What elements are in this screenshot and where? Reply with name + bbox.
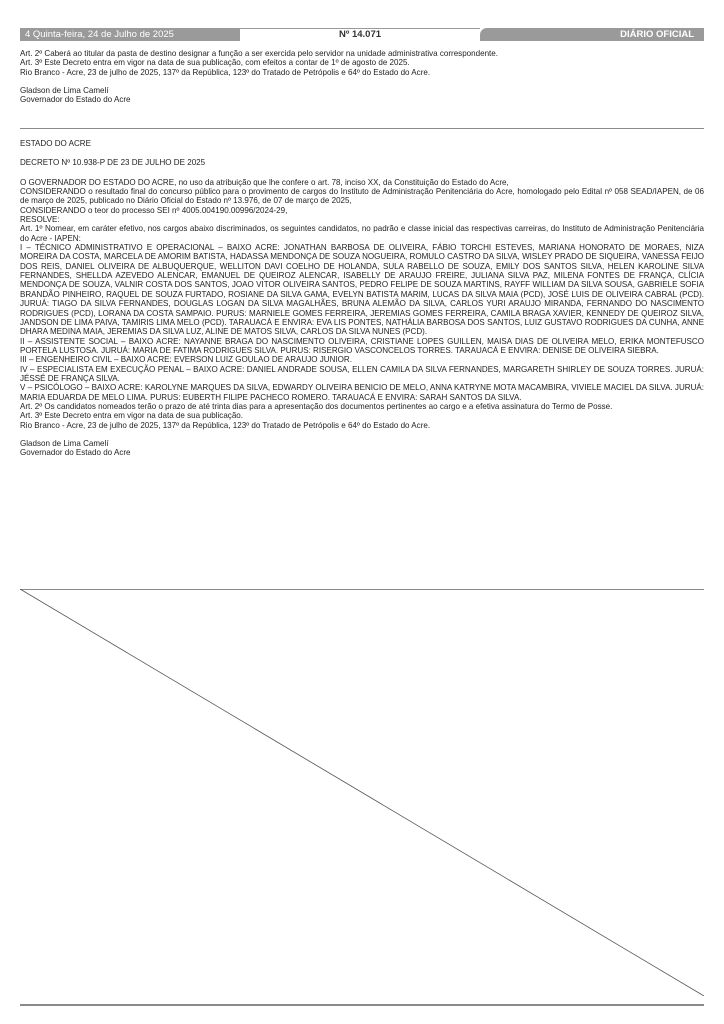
previous-decree-end xyxy=(20,49,704,105)
item-2-assistente-social: II – ASSISTENTE SOCIAL – BAIXO ACRE: NAYANNE BRAGA DO NASCIMENTO OLIVEIRA, CRISTIANE LOPES GUILLEN, MAISA DIAS DE OLIVEIRA MELO, ERIKA MONTEFUSCO PORTELA LUSTOSA. JURUÁ: MARIA DE FATIMA RODRIGUES SILVA. PURUS: RISERGIO VASCONCELOS TORRES. TARAUACÁ E ENVIRA: DENISE DE OLIVEIRA SIEBRA. xyxy=(20,336,704,355)
cancelled-blank-space xyxy=(20,589,704,996)
page-header xyxy=(20,28,704,41)
item-5-psicologo: V – PSICÓLOGO – BAIXO ACRE: KAROLYNE MARQUES DA SILVA, EDWARDY OLIVEIRA BENICIO DE MELO, ANNA KATRYNE MOTA MACAMBIRA, VIVIELE MACIEL DA SILVA. JURUÁ: MARIA EDUARDA DE MELO LIMA. PURUS: EUBERTH FILIPE PACHECO ROMERO. TARAUACÁ E ENVIRA: SARAH SANTOS DA SILVA. xyxy=(20,383,704,402)
decree-article-2: Art. 2º Os candidatos nomeados terão o prazo de até trinta dias para a apresentação dos documentos pertinentes ao cargo e a efetiva assinatura do Termo de Posse. xyxy=(20,401,613,411)
considering-1: CONSIDERANDO o resultado final do concurso público para o provimento de cargos do Instituto de Administração Penitenciária do Acre, homologado pelo Edital nº 058 SEAD/IAPEN, de 06 de março de 2025, publicado no Diário Oficial do Estado nº 13.976, de 07 de março de 2025, xyxy=(20,187,704,206)
decree-preamble: O GOVERNADOR DO ESTADO DO ACRE, no uso da atribuição que lhe confere o art. 78, inciso XX, da Constituição do Estado do Acre, xyxy=(20,177,509,187)
article-1: Art. 1º Nomear, em caráter efetivo, nos cargos abaixo discriminados, os seguintes candidatos, no padrão e classe inicial das respectivas carreiras, do Instituto de Administração Penitenciária do Acre - IAPEN: xyxy=(20,224,704,243)
decree-section xyxy=(20,139,704,458)
item-4-especialista: IV – ESPECIALISTA EM EXECUÇÃO PENAL – BAIXO ACRE: DANIEL ANDRADE SOUSA, ELLEN CAMILA DA SILVA FERNANDES, MARGARETH SHIRLEY DE SOUZA TORRES. JURUÁ: JÉSSÉ DE FRANÇA SILVA. xyxy=(20,364,704,383)
decree-signer-title: Governador do Estado do Acre xyxy=(20,448,131,458)
decree-article-3: Art. 3º Este Decreto entra em vigor na data de sua publicação. xyxy=(20,411,244,421)
item-1-tecnico: I – TÉCNICO ADMINISTRATIVO E OPERACIONAL – BAIXO ACRE: JONATHAN BARBOSA DE OLIVEIRA, FÁBIO TORCHI ESTEVES, MARIANA HONORATO DE MORAES, NIZA MOREIRA DA COSTA, MARCELA DE AMORIM BATISTA, HADASSA MENDONÇA DE SOUZA NOGUEIRA, ROMULO CASTRO DA SILVA, WISLEY PRADO DE SIQUEIRA, VANESSA FEIJO DOS REIS, DANIEL OLIVEIRA DE ALBUQUERQUE, WELLITON DAVI COELHO DE HOLANDA, SULA RABELLO DE SOUZA, EMILY DOS SANTOS SILVA, HELEN KAROLINE SILVA FERNANDES, SHELLDA AZEVEDO ALENCAR, EMANUEL DE QUEIROZ ALENCAR, ISABELLY DE ARAUJO FREIRE, JULIANA SILVA PAZ, MILENA FONTES DE FRANÇA, CLÍCIA MENDONÇA DE SOUZA, VALNIR COSTA DOS SANTOS, JOAO VITOR OLIVEIRA SANTOS, PEDRO FELIPE DE SOUZA MARTINS, RAYFF WILLIAM DA SILVA SOUSA, GABRIELE SOFIA BRANDÃO PINHEIRO, RAQUEL DE SOUZA FURTADO, ROSIANE DA SILVA GAMA, EVELYN BATISTA MARIM, LUCAS DA SILVA MAIA (PCD), JOSÉ LUIS DE OLIVEIRA CABRAL (PCD). JURUÁ: TIAGO DA SILVA FERNANDES, DOUGLAS LOGAN DA SILVA MAGALHÃES, BRUNA ALEMÃO DA SILVA, CARLOS YURI ARAUJO MIRANDA, FERNANDO DO NASCIMENTO RODRIGUES (PCD), LORANA DA COSTA SAMPAIO. PURUS: MARNIELE GOMES FERREIRA, JEREMIAS GOMES FERREIRA, CAMILA BRAGA XAVIER, KENNEDY DE QUEIROZ SILVA, JANDSON DE LIMA PAIVA, TAMIRIS LIMA MELO (PCD). TARAUACÁ E ENVIRA: EVA LIS PONTES, NATHÁLIA BARBOSA DOS SANTOS, LUIZ GUSTAVO RODRIGUES DA CUNHA, ANNE DHARA MEDINA MAIA, JEREMIAS DA SILVA LUZ, ALINE DE MATOS SILVA, CARLOS DA SILVA NUNES (PCD). xyxy=(20,243,704,337)
resolve-heading: RESOLVE: xyxy=(20,215,60,225)
header-edition-number: Nº 14.071 xyxy=(240,28,480,41)
signer-name: Gladson de Lima Camelí xyxy=(20,86,109,96)
decree-place-date: Rio Branco - Acre, 23 de julho de 2025, 137º da República, 123º do Tratado de Petrópolis e 64º do Estado do Acre. xyxy=(20,420,431,430)
header-publication-title: DIÁRIO OFICIAL xyxy=(480,28,704,41)
considering-2: CONSIDERANDO o teor do processo SEI nº 4005.004190.00996/2024-29, xyxy=(20,205,288,215)
decree-signer-name: Gladson de Lima Camelí xyxy=(20,438,109,448)
diagonal-cancel-line xyxy=(20,589,704,996)
state-heading: ESTADO DO ACRE xyxy=(20,139,91,148)
article-3: Art. 3º Este Decreto entra em vigor na data de sua publicação, com efeitos a contar de 1º de agosto de 2025. xyxy=(20,58,410,68)
page-bottom-rule xyxy=(20,1004,704,1006)
place-date: Rio Branco - Acre, 23 de julho de 2025, 137º da República, 123º do Tratado de Petrópolis e 64º do Estado do Acre. xyxy=(20,67,431,77)
section-divider xyxy=(20,128,704,129)
article-2: Art. 2º Caberá ao titular da pasta de destino designar a função a ser exercida pelo servidor na unidade administrativa correspondente. xyxy=(20,49,498,58)
item-3-engenheiro-civil: III – ENGENHEIRO CIVIL – BAIXO ACRE: EVERSON LUIZ GOULAO DE ARAUJO JUNIOR. xyxy=(20,355,352,365)
header-page-date: 4 Quinta-feira, 24 de Julho de 2025 xyxy=(20,28,240,41)
signer-title: Governador do Estado do Acre xyxy=(20,95,131,105)
decree-title: DECRETO Nº 10.938-P DE 23 DE JULHO DE 2025 xyxy=(20,158,206,168)
